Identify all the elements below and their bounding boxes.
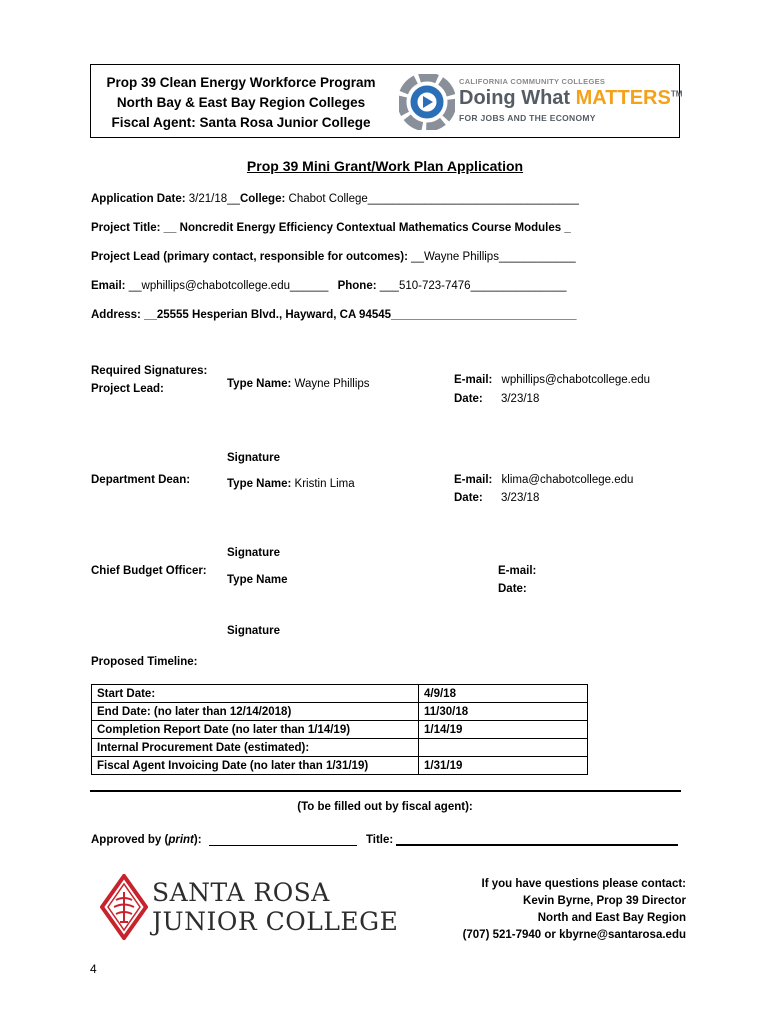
title-input[interactable] [396,832,678,846]
address-label: Address: [91,309,141,321]
project-title-row [91,222,571,234]
email-label: Email: [91,280,126,292]
college-value[interactable]: Chabot College_________________________________ [288,193,579,205]
doing-what-matters-logo-icon [399,74,455,130]
timeline-value-cell[interactable]: 1/14/19 [419,721,588,739]
date-value[interactable]: 3/23/18 [500,492,540,504]
email-value[interactable]: __wphillips@chabotcollege.edu______ [128,280,329,292]
timeline-label-cell: End Date: (no later than 12/14/2018) [92,703,419,721]
timeline-value-cell[interactable] [419,739,588,757]
timeline-value-cell[interactable]: 11/30/18 [419,703,588,721]
type-name-label: Type Name: [227,478,292,490]
signature-label: Signature [227,452,281,464]
date-value[interactable]: 3/23/18 [500,393,540,405]
srjc-logo-text [152,878,398,936]
type-name-label: Type Name: [227,378,292,390]
page-number: 4 [90,962,97,976]
header-box [90,64,683,138]
college-label: College: [239,193,286,205]
cbo-email-label: E-mail: [498,565,537,577]
contact-row [91,280,567,292]
contact-line: Kevin Byrne, Prop 39 Director [523,895,686,907]
approved-by-label: Approved by ( [91,834,169,846]
date-label: Date: [454,393,483,405]
email-label: E-mail: [454,374,493,386]
approved-by-input[interactable] [209,833,357,846]
timeline-label-cell: Fiscal Agent Invoicing Date (no later than 1/31/19) [92,757,419,775]
phone-value[interactable]: ___510-723-7476_______________ [379,280,567,292]
department-dean-label: Department Dean: [91,474,191,486]
contact-line: North and East Bay Region [537,912,686,924]
contact-line: If you have questions please contact: [481,878,686,890]
timeline-label-cell: Completion Report Date (no later than 1/14/19) [92,721,419,739]
dean-date [454,492,539,504]
header-line-2: North Bay & East Bay Region Colleges [116,95,366,110]
table-row [92,721,588,739]
dean-type-name [227,478,355,490]
project-title-value[interactable]: __ Noncredit Energy Efficiency Contextual Mathematics Course Modules _ [163,222,571,234]
project-lead-email [454,374,650,386]
timeline-label-cell: Start Date: [92,685,419,703]
cbo-type-name-label: Type Name [227,574,288,586]
project-lead-signature-label: Project Lead: [91,383,164,395]
approved-by-print: print [168,834,194,846]
timeline-table [91,684,588,775]
timeline-value-cell[interactable]: 1/31/19 [419,757,588,775]
header-line-3: Fiscal Agent: Santa Rosa Junior College [111,115,371,130]
logo-main-accent: MATTERS [575,87,671,109]
address-value[interactable]: __25555 Hesperian Blvd., Hayward, CA 94545_____________________________ [144,309,577,321]
program-header [91,73,391,133]
contact-info [430,876,686,944]
table-row [92,757,588,775]
phone-label: Phone: [337,280,377,292]
project-lead-label: Project Lead (primary contact, responsible for outcomes): [91,251,408,263]
application-date-label: Application Date: [91,193,186,205]
project-lead-type-name [227,378,370,390]
title-label: Title: [365,834,394,846]
application-date-row [91,193,579,205]
approved-by-close: ): [193,834,202,846]
logo-main-gray: Doing What [459,87,576,109]
date-label: Date: [454,492,483,504]
required-signatures-label: Required Signatures: [91,365,208,377]
application-date-value[interactable]: 3/21/18__ [188,193,240,205]
srjc-logo-line-2: JUNIOR COLLEGE [152,907,399,936]
address-row [91,309,577,321]
srjc-logo-line-1: SANTA ROSA [152,878,330,907]
table-row [92,739,588,757]
project-lead-date [454,393,539,405]
type-name-value[interactable]: Wayne Phillips [294,378,370,390]
project-lead-value[interactable]: __Wayne Phillips____________ [411,251,576,263]
section-divider [90,790,681,792]
timeline-value-cell[interactable]: 4/9/18 [419,685,588,703]
logo-trademark: TM [670,89,683,99]
signature-label: Signature [227,547,281,559]
project-lead-row [91,251,576,263]
email-label: E-mail: [454,474,493,486]
page-title: Prop 39 Mini Grant/Work Plan Application [246,158,524,174]
chief-budget-officer-label: Chief Budget Officer: [91,565,207,577]
logo-main-text [459,87,682,110]
logo-small-text: CALIFORNIA COMMUNITY COLLEGES [459,77,606,86]
dean-email [454,474,633,486]
signature-label: Signature [227,625,281,637]
srjc-logo-icon [100,874,148,940]
timeline-label-cell: Internal Procurement Date (estimated): [92,739,419,757]
cbo-date-label: Date: [498,583,527,595]
fiscal-agent-note: (To be filled out by fiscal agent): [297,801,473,813]
table-row [92,685,588,703]
table-row [92,703,588,721]
email-value[interactable]: wphillips@chabotcollege.edu [501,374,651,386]
project-title-label: Project Title: [91,222,161,234]
approved-by-row [91,832,678,846]
type-name-value[interactable]: Kristin Lima [294,478,355,490]
email-value[interactable]: klima@chabotcollege.edu [501,474,634,486]
header-line-1: Prop 39 Clean Energy Workforce Program [106,75,376,90]
logo-sub-text: FOR JOBS AND THE ECONOMY [459,113,596,123]
proposed-timeline-label: Proposed Timeline: [91,656,198,668]
contact-line: (707) 521-7940 or kbyrne@santarosa.edu [462,929,686,941]
